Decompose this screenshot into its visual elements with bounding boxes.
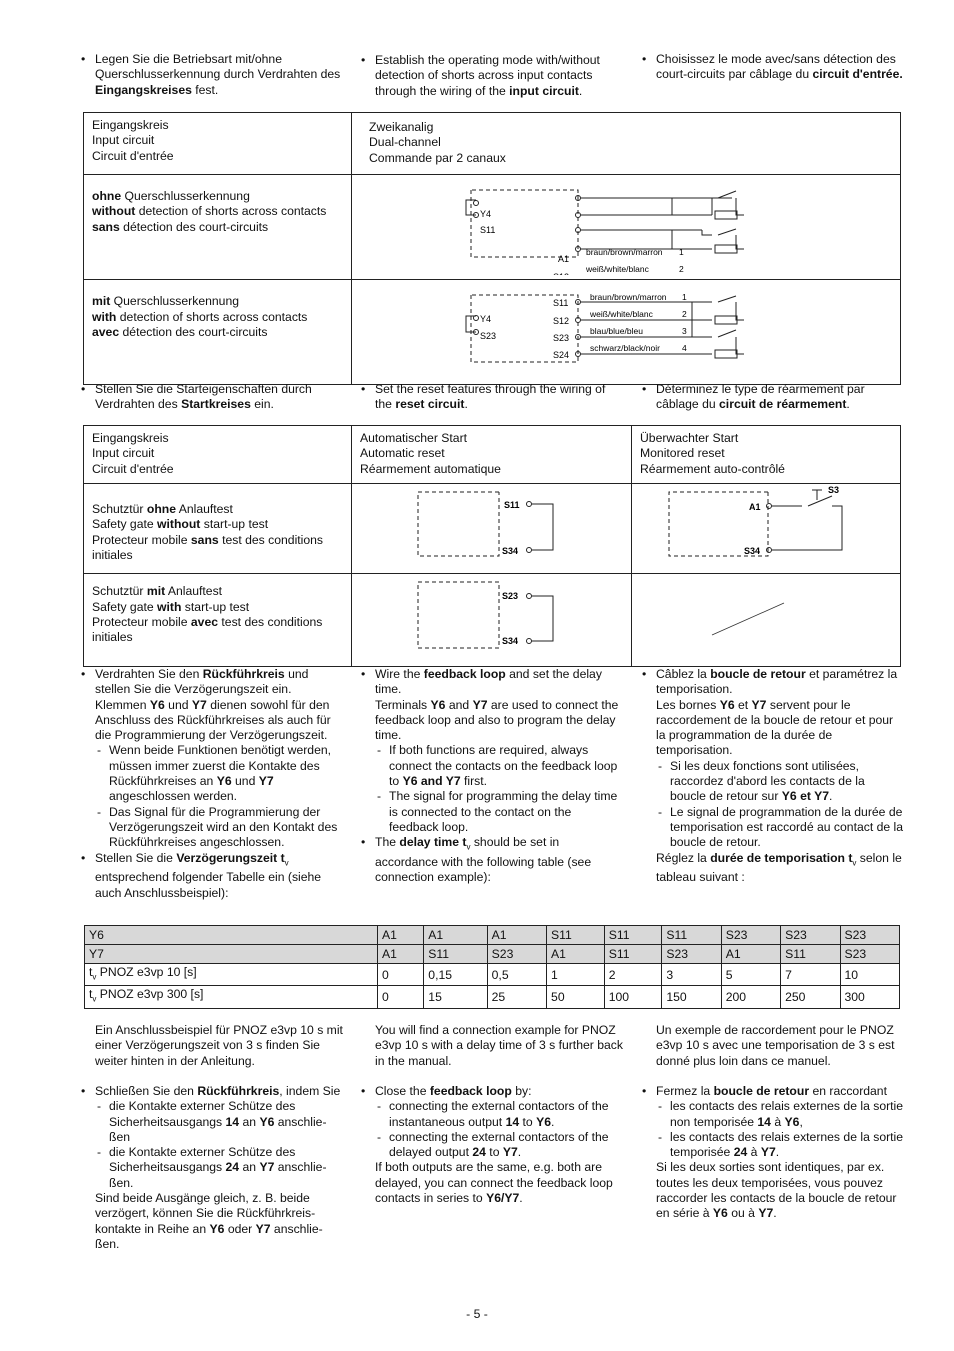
t1-row-with: mit Querschlusserkennung with detection of shorts across contacts avec détection des court-circuits [84,280,352,384]
d1-wire-brown: braun/brown/marron [586,247,663,257]
t2-monitored-with-cell-empty [632,574,901,666]
d2-n2: 2 [682,309,687,320]
d4-s3: S3 [828,485,840,495]
t2-row-without: Schutztür ohne Anlauftest Safety gate without start-up test Protecteur mobile sans test des conditions initiales [84,484,352,574]
d5-s34: S34 [502,636,519,647]
d1-a1: A1 [558,254,570,264]
d1-y4: Y4 [480,209,492,219]
d2-y4: Y4 [480,314,492,325]
d2-n4: 4 [682,343,687,354]
d1-s11: S11 [480,225,496,235]
sec4-fr: Un exemple de raccordement pour le PNOZ e3vp 10 s avec une temporisation de 3 s est donné plus loin dans ce manuel. [656,1023,895,1068]
d2-n1: 1 [682,292,687,303]
d2-s23: S23 [480,331,497,342]
sec3-de: • Verdrahten Sie den Rückführkreis und stellen Sie die Verzögerungszeit ein. Klemmen Y6 und Y7 dienen sowohl für den Anschluss des Rückführkreises als auch für die Programmierung der Verzögerungszeit. - Wenn beide Funktionen benötigt werden, müssen immer zuerst die Kontakte des Rückführkreises an Y6 und Y7 angeschlossen werden. - Das Signal für die Programmierung der Verzögerungszeit wird an den Kontakt des Rückführkreises angeschlossen. • Stellen Sie die Verzögerungszeit $t_v$ entsprechend folgender Tabelle ein (siehe auch Anschlussbeispiel): [81,667,343,901]
sec5-fr: • Fermez la boucle de retour en raccordant - les contacts des relais externes de la sortie non temporisée 14 à Y6, - les contacts des relais externes de la sortie temporisée 24 à Y7. Si les deux sorties sont identiques, par ex. toutes les deux temporisées, vous pouvez raccorder les contacts de la boucle de retour en série à Y6 ou à Y7. [642,1084,904,1222]
t1-diagram-without-cell [352,175,901,280]
sec5-de: • Schließen Sie den Rückführkreis, indem Sie - die Kontakte externer Schütze des Sicherheitsausgangs 14 an Y6 anschlie-ßen - die Kontakte externer Schütze des Sicherheitsausgangs 24 an Y7 anschlie-ßen. Sind beide Ausgänge gleich, z. B. beide verzögert, können Sie die Rückführkreis-kontakte in Reihe an Y6 oder Y7 anschlie-ßen. [81,1084,343,1252]
d2-s23-right: S23 [553,333,570,344]
sec1-en: • Establish the operating mode with/without detection of shorts across input contacts through the wiring of the input circuit. [361,53,623,99]
time-row-e3vp300: $t_v$ PNOZ e3vp 300 [s] 0 15 25 50 100 150 200 250 300 [85,986,900,1008]
sec1-de: • Legen Sie die Betriebsart mit/ohne Querschlusserkennung durch Verdrahten des Eingangskreises fest. [81,52,343,98]
t1-header-dual: Zweikanalig Dual-channel Commande par 2 canaux [352,113,901,175]
t1-diagram-with-cell [352,280,901,384]
sec2-de: • Stellen Sie die Starteigenschaften durch Verdrahten des Startkreises ein. [81,382,343,413]
time-row-y7: Y7 A1 S11 S23 A1 S11 S23 A1 S11 S23 [85,945,900,964]
sec2-fr: • Déterminez le type de réarmement par câblage du circuit de réarmement. [642,382,904,413]
d2-s11: S11 [553,298,569,309]
input-circuit-table [83,112,901,385]
t1-header-input: Eingangskreis Input circuit Circuit d'entrée [84,113,352,175]
t2-header-monitored: Überwachter Start Monitored reset Réarmement auto-contrôlé [632,426,901,484]
t2-row-with: Schutztür mit Anlauftest Safety gate with start-up test Protecteur mobile avec test des conditions initiales [84,574,352,666]
d2-n3: 3 [682,326,687,337]
d4-a1: A1 [749,502,761,512]
sec5-en: • Close the feedback loop by: - connecting the external contactors of the instantaneous output 14 to Y6. - connecting the external contactors of the delayed output 24 to Y7. If both outputs are the same, e.g. both are delayed, you can connect the feedback loop contacts in series to Y6/Y7. [361,1084,623,1206]
t2-monitored-without-cell [632,484,901,574]
time-row-y6: Y6 A1 A1 A1 S11 S11 S11 S23 S23 S23 [85,926,900,945]
t2-header-auto: Automatischer Start Automatic reset Réarmement automatique [352,426,632,484]
d2-wire-white: weiß/white/blanc [590,309,653,320]
d1-wire-white: weiß/white/blanc [586,264,649,274]
d2-s12: S12 [553,316,570,327]
sec4-en: You will find a connection example for PNOZ e3vp 10 s with a delay time of 3 s further back in the manual. [375,1023,623,1068]
t2-auto-with-cell [352,574,632,666]
page-number: - 5 - [466,1307,488,1321]
d2-wire-blue: blau/blue/bleu [590,326,643,337]
not-applicable-diagonal [632,574,900,661]
t2-header-input: Eingangskreis Input circuit Circuit d'entrée [84,426,352,484]
reset-circuit-table [83,425,901,667]
d1-n2: 2 [679,264,684,274]
t2-auto-without-cell [352,484,632,574]
t1-row-without: ohne Querschlusserkennung without detection of shorts across contacts sans détection des court-circuits [84,175,352,280]
sec2-en: • Set the reset features through the wiring of the reset circuit. [361,382,623,413]
sec1-fr: • Choisissez le mode avec/sans détection des court-circuits par câblage du circuit d'entrée. [642,52,904,83]
d1-s12 [553,272,569,275]
d3-s11: S11 [504,500,520,510]
d2-wire-brown: braun/brown/marron [590,292,667,303]
sec3-fr: • Câblez la boucle de retour et paramétrez la temporisation. Les bornes Y6 et Y7 servent pour le raccordement de la boucle de retour et pour la programmation de la durée de temporisation. - Si les deux fonctions sont utilisées, raccordez d'abord les contacts de la boucle de retour sur Y6 et Y7. - Le signal de programmation de la durée de temporisation est raccordé au contact de la boucle de retour. Réglez la durée de temporisation $t_v$ selon le tableau suivant : [642,667,904,886]
d2-wire-black: schwarz/black/noir [590,343,660,354]
sec4-de: Ein Anschlussbeispiel für PNOZ e3vp 10 s mit einer Verzögerungszeit von 3 s finden Sie weiter hinten in der Anleitung. [95,1023,343,1068]
time-row-e3vp10: $t_v$ PNOZ e3vp 10 [s] 0 0,15 0,5 1 2 3 5 7 10 [85,964,900,986]
d4-s34: S34 [744,546,761,556]
d5-s23: S23 [502,591,519,602]
wiring-diagram-with-detection [352,280,900,379]
delay-time-table [84,925,900,1009]
sec3-en: • Wire the feedback loop and set the delay time. Terminals Y6 and Y7 are used to connect the feedback loop and also to program the delay time. - If both functions are required, always connect the contacts on the feedback loop to Y6 and Y7 first. - The signal for programming the delay time is connected to the contact on the feedback loop. • The delay time $t_v$ should be set in accordance with the following table (see connection example): [361,667,623,886]
d1-n1: 1 [679,247,684,257]
reset-diagram-monitored-without [632,484,900,569]
wiring-diagram-without-detection [352,175,900,275]
d2-s24: S24 [553,350,570,361]
d3-s34: S34 [502,546,519,556]
reset-diagram-auto-with [352,574,631,661]
reset-diagram-auto-without [352,484,631,569]
